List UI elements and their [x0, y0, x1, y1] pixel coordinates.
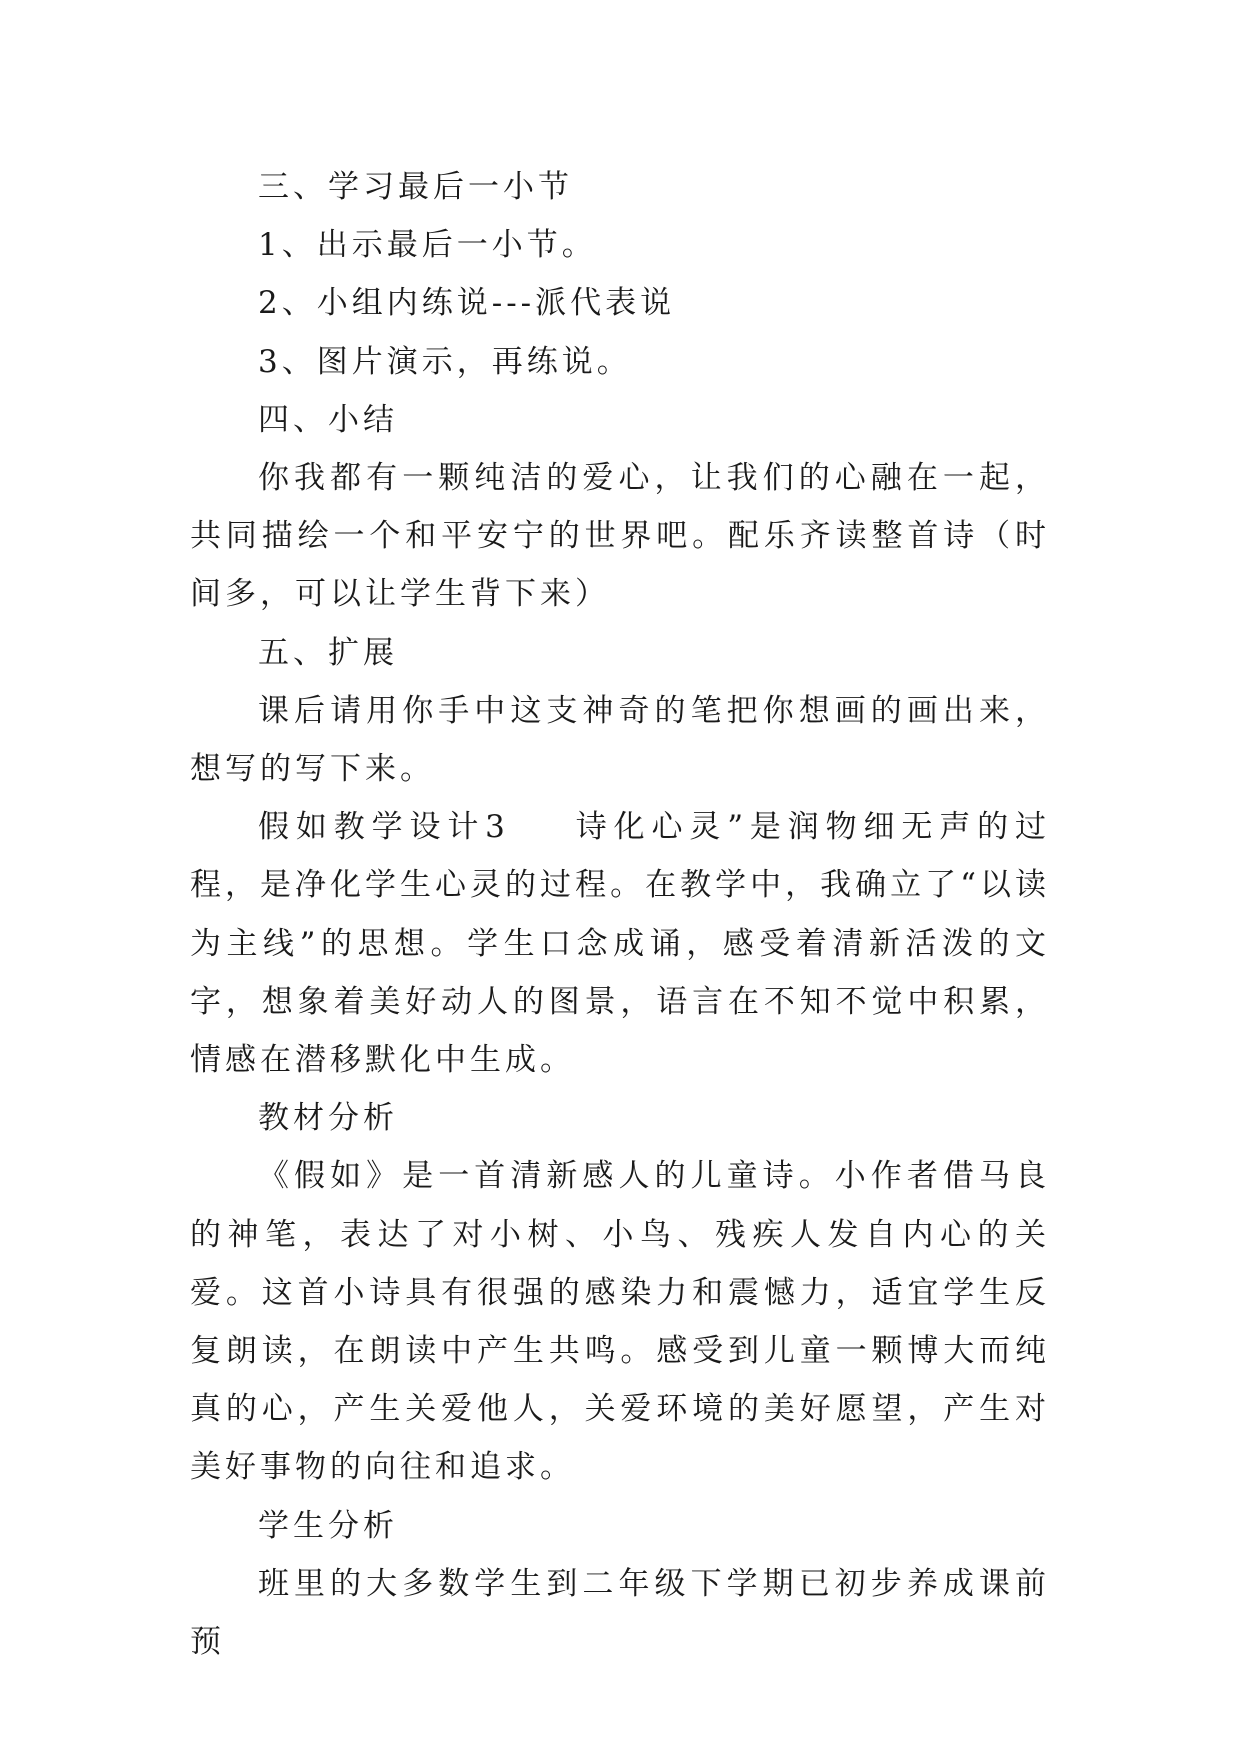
paragraph-design-3	[190, 798, 1050, 1089]
section-heading-textbook-analysis: 教材分析	[258, 1100, 398, 1137]
section-heading-summary: 四、小结	[258, 401, 398, 438]
list-item-show-last-stanza: 1、出示最后一小节。	[258, 227, 597, 264]
list-item-picture-demo: 3、图片演示，再练说。	[258, 343, 632, 380]
paragraph-textbook-analysis: 《假如》是一首清新感人的儿童诗。小作者借马良的神笔，表达了对小树、小鸟、残疾人发自内心的关爱。这首小诗具有很强的感染力和震憾力，适宜学生反复朗读，在朗读中产生共鸣。感受到儿童一颗博大而纯真的心，产生关爱他人，关爱环境的美好愿望，产生对美好事物的向往和追求。	[190, 1158, 1050, 1486]
section-heading-student-analysis: 学生分析	[258, 1507, 398, 1544]
design-3-title: 假如教学设计3	[258, 809, 509, 846]
design-3-text: 诗化心灵”是润物细无声的过程，是净化学生心灵的过程。在教学中，我确立了“以读为主线”的思想。学生口念成诵，感受着清新活泼的文字，想象着美好动人的图景，语言在不知不觉中积累，情感在潜移默化中生成。	[190, 809, 1050, 1079]
list-item-group-practice: 2、小组内练说---派代表说	[258, 285, 676, 322]
document-body	[190, 158, 1050, 1671]
section-heading-learn-last-stanza: 三、学习最后一小节	[258, 169, 573, 205]
paragraph-extension: 课后请用你手中这支神奇的笔把你想画的画出来，想写的写下来。	[190, 692, 1050, 788]
paragraph-student-analysis: 班里的大多数学生到二年级下学期已初步养成课前预	[190, 1565, 1050, 1661]
section-heading-extension: 五、扩展	[258, 634, 398, 671]
paragraph-summary: 你我都有一颗纯洁的爱心，让我们的心融在一起，共同描绘一个和平安宁的世界吧。配乐齐读整首诗（时间多，可以让学生背下来）	[190, 460, 1050, 613]
